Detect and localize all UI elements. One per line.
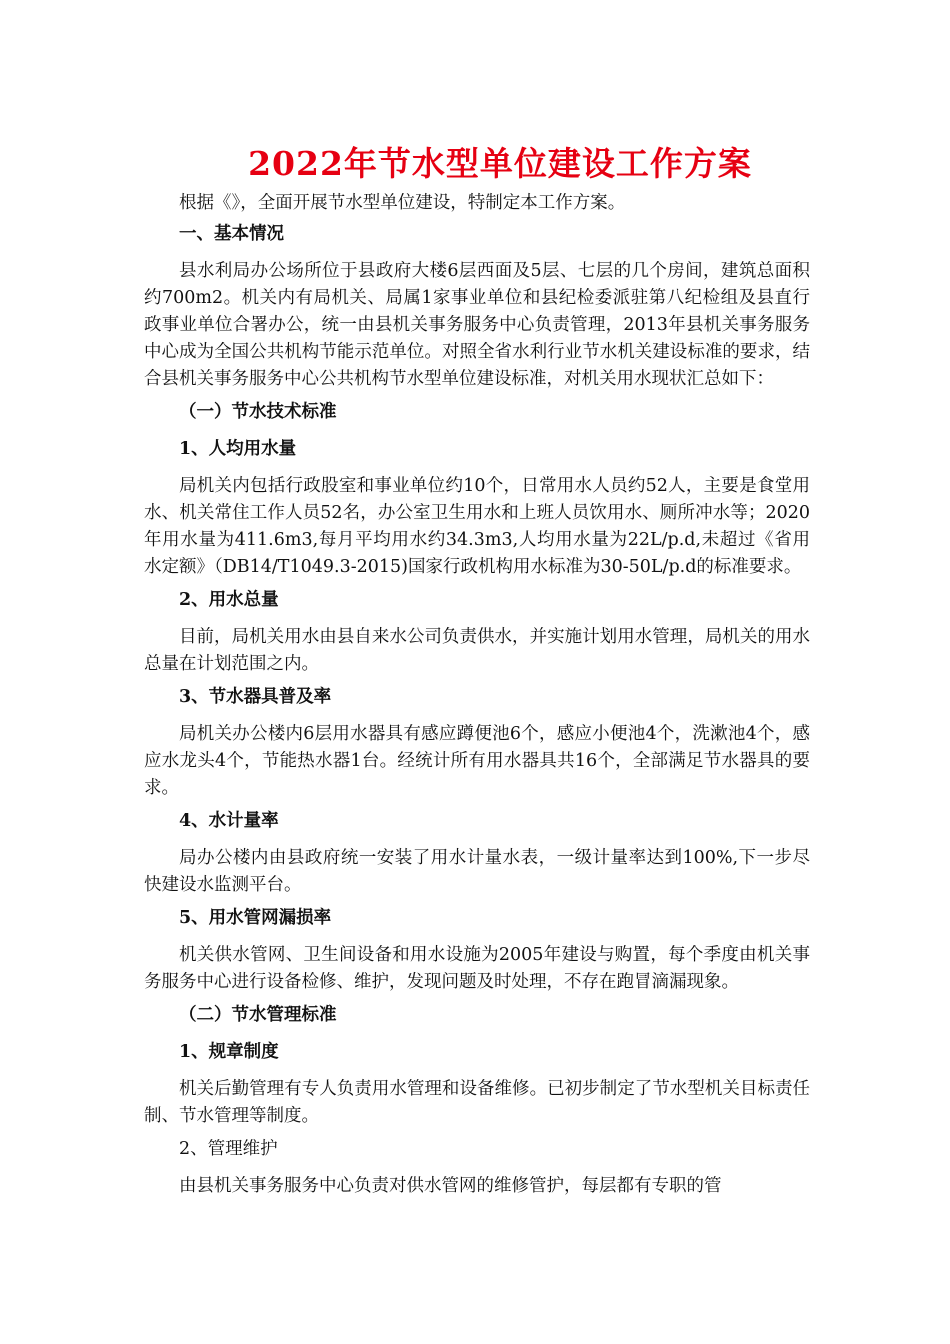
item-heading-maintenance: 2、管理维护	[179, 1139, 278, 1159]
item-heading-fixture-rate: 3、节水器具普及率	[179, 687, 332, 707]
document-title: 2022年节水型单位建设工作方案	[248, 144, 752, 183]
per-capita-water-paragraph: 局机关内包括行政股室和事业单位约10个，日常用水人员约52人，主要是食堂用水、机关常住工作人员52名，办公室卫生用水和上班人员饮用水、厕所冲水等；2020年用水量为411.6m3,每月平均用水约34.3m3,人均用水量为22L/p.d,未超过《省用水定额》（DB14/T1049.3-2015)国家行政机构用水标准为30-50L/p.d的标准要求。	[144, 476, 810, 577]
total-water-paragraph: 目前，局机关用水由县自来水公司负责供水，并实施计划用水管理，局机关的用水总量在计划范围之内。	[144, 627, 810, 674]
item-heading-per-capita-water: 1、人均用水量	[179, 439, 297, 459]
regulations-paragraph: 机关后勤管理有专人负责用水管理和设备维修。已初步制定了节水型机关目标责任制、节水管理等制度。	[144, 1079, 810, 1126]
metering-rate-paragraph: 局办公楼内由县政府统一安装了用水计量水表，一级计量率达到100%,下一步尽快建设水监测平台。	[144, 848, 810, 895]
fixture-rate-paragraph: 局机关办公楼内6层用水器具有感应蹲便池6个，感应小便池4个，洗漱池4个，感应水龙头4个，节能热水器1台。经统计所有用水器具共16个，全部满足节水器具的要求。	[144, 724, 810, 798]
section-heading-basic-situation: 一、基本情况	[179, 224, 284, 244]
leakage-rate-paragraph: 机关供水管网、卫生间设备和用水设施为2005年建设与购置，每个季度由机关事务服务中心进行设备检修、维护，发现问题及时处理，不存在跑冒滴漏现象。	[144, 945, 810, 992]
basic-situation-paragraph: 县水利局办公场所位于县政府大楼6层西面及5层、七层的几个房间，建筑总面积约700m2。机关内有局机关、局属1家事业单位和县纪检委派驻第八纪检组及县直行政事业单位合署办公，统一由县机关事务服务中心负责管理，2013年县机关事务服务中心成为全国公共机构节能示范单位。对照全省水利行业节水机关建设标准的要求，结合县机关事务服务中心公共机构节水型单位建设标准，对机关用水现状汇总如下：	[144, 261, 810, 389]
maintenance-paragraph: 由县机关事务服务中心负责对供水管网的维修管护，每层都有专职的管	[179, 1176, 722, 1196]
subsection-heading-management-standards: （二）节水管理标准	[179, 1005, 337, 1025]
item-heading-total-water: 2、用水总量	[179, 590, 279, 610]
item-heading-regulations: 1、规章制度	[179, 1042, 279, 1062]
intro-paragraph: 根据《》，全面开展节水型单位建设，特制定本工作方案。	[179, 193, 626, 213]
item-heading-metering-rate: 4、水计量率	[179, 811, 279, 831]
subsection-heading-technical-standards: （一）节水技术标准	[179, 402, 337, 422]
document-body	[144, 190, 810, 1204]
item-heading-leakage-rate: 5、用水管网漏损率	[179, 908, 332, 928]
